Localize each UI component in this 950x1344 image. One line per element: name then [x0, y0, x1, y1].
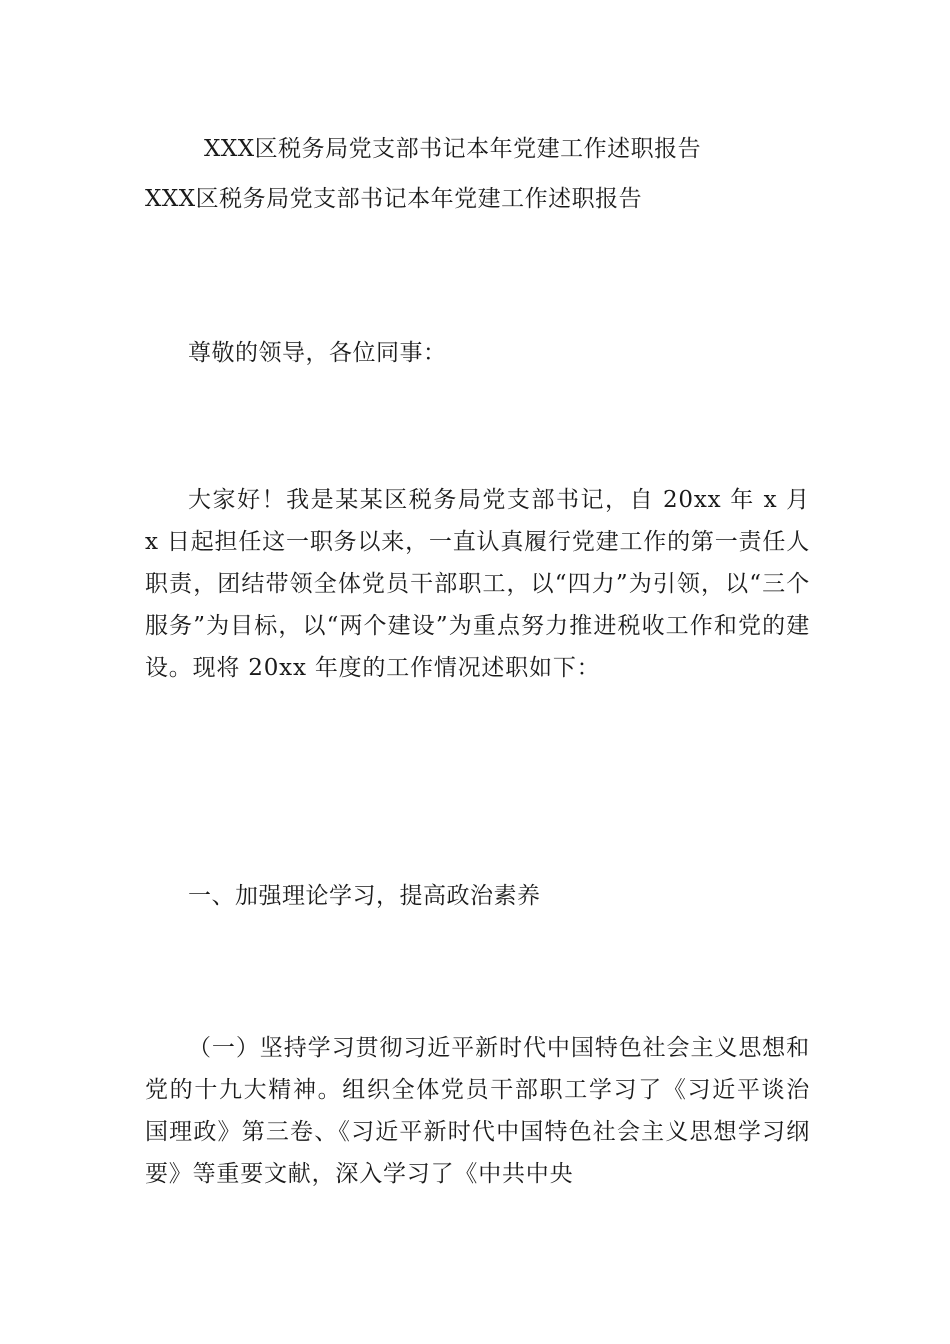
section-heading: 一、加强理论学习，提高政治素养 — [188, 883, 541, 909]
intro-paragraph: 大家好！我是某某区税务局党支部书记，自 20xx 年 x 月 x 日起担任这一职务以来，一直认真履行党建工作的第一责任人职责，团结带领全体党员干部职工，以“四力”为引领，以“三个服务”为目标，以“两个建设”为重点努力推进税收工作和党的建设。现将 20xx 年度的工作情况述职如下： — [145, 487, 810, 681]
document-title: XXX区税务局党支部书记本年党建工作述职报告 — [204, 136, 702, 162]
body-paragraph: （一）坚持学习贯彻习近平新时代中国特色社会主义思想和党的十九大精神。组织全体党员干部职工学习了《习近平谈治国理政》第三卷、《习近平新时代中国特色社会主义思想学习纲要》等重要文献，深入学习了《中共中央 — [145, 1035, 810, 1187]
document-title-repeat: XXX区税务局党支部书记本年党建工作述职报告 — [145, 186, 643, 212]
salutation: 尊敬的领导，各位同事： — [188, 340, 447, 366]
